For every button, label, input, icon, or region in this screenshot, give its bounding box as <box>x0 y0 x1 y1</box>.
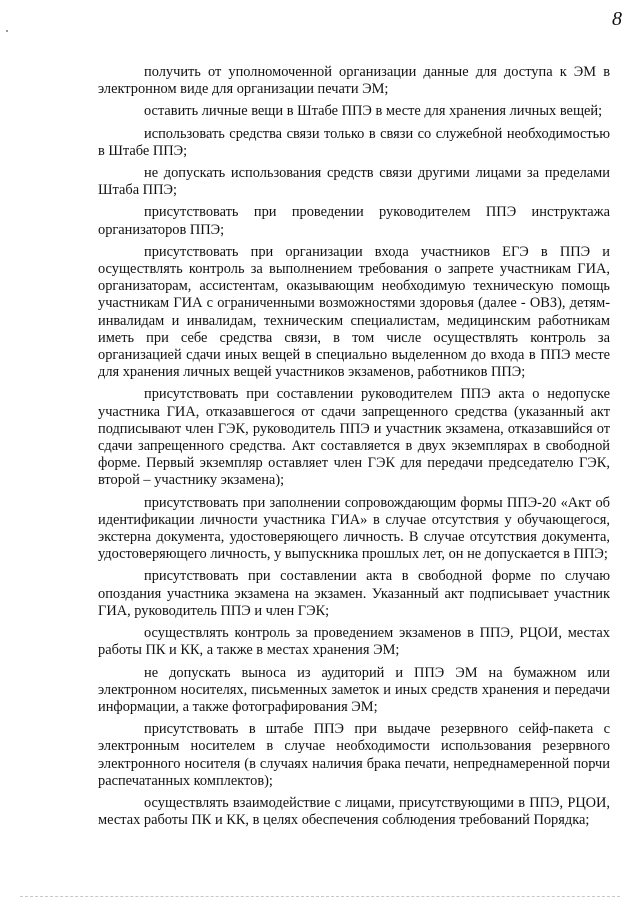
paragraph: осуществлять контроль за проведением экзаменов в ППЭ, РЦОИ, местах работы ПК и КК, а также в местах хранения ЭМ; <box>98 625 610 659</box>
paragraph: присутствовать при заполнении сопровождающим формы ППЭ-20 «Акт об идентификации личности участника ГИА» в случае отсутствия у обучающегося, экстерна документа, удостоверяющего личность. В случае отсутствия документа, удостоверяющего личность, у выпускника прошлых лет, он не допускается в ППЭ; <box>98 494 610 563</box>
paragraph: присутствовать при составлении акта в свободной форме по случаю опоздания участника экзамена на экзамен. Указанный акт подписывает участник ГИА, руководитель ППЭ и член ГЭК; <box>98 568 610 619</box>
paragraph: не допускать использования средств связи другими лицами за пределами Штаба ППЭ; <box>98 165 610 199</box>
document-body <box>98 64 610 834</box>
paragraph: использовать средства связи только в связи со служебной необходимостью в Штабе ППЭ; <box>98 125 610 159</box>
paragraph: присутствовать при составлении руководителем ППЭ акта о недопуске участника ГИА, отказавшегося от сдачи запрещенного средства (указанный акт подписывают член ГЭК, руководитель ППЭ и участник экзамена, отказавшийся от сдачи запрещенного средства. Акт составляется в двух экземплярах в свободной форме. Первый экземпляр оставляет член ГЭК для передачи председателю ГЭК, второй – участнику экзамена); <box>98 386 610 489</box>
paragraph: присутствовать при проведении руководителем ППЭ инструктажа организаторов ППЭ; <box>98 204 610 238</box>
paragraph: присутствовать в штабе ППЭ при выдаче резервного сейф-пакета с электронным носителем в случае необходимости использования резервного электронного носителя (в случаях наличия брака печати, непреднамеренной порчи распечатанных комплектов); <box>98 721 610 789</box>
paragraph: осуществлять взаимодействие с лицами, присутствующими в ППЭ, РЦОИ, местах работы ПК и КК, в целях обеспечения соблюдения требований Порядка; <box>98 794 610 829</box>
paragraph: получить от уполномоченной организации данные для доступа к ЭМ в электронном виде для организации печати ЭМ; <box>98 64 610 98</box>
scan-mark <box>6 30 8 32</box>
paragraph: присутствовать при организации входа участников ЕГЭ в ППЭ и осуществлять контроль за выполнением требования о запрете участникам ГИА, организаторам, ассистентам, оказывающим необходимую техническую помощь участникам ГИА с ограниченными возможностями здоровья (далее - ОВЗ), детям-инвалидам и инвалидам, техническим специалистам, медицинским работникам иметь при себе средства связи, в том числе осуществлять контроль за организацией сдачи иных вещей в специально выделенном до входа в ППЭ месте для хранения личных вещей участников экзаменов, работников ППЭ; <box>98 243 610 381</box>
paragraph: оставить личные вещи в Штабе ППЭ в месте для хранения личных вещей; <box>144 103 603 120</box>
scan-edge-noise <box>20 896 620 897</box>
paragraph: не допускать выноса из аудиторий и ППЭ ЭМ на бумажном или электронном носителях, письменных заметок и иных средств хранения и передачи информации, а также фотографирования ЭМ; <box>98 664 610 715</box>
page-number: 8 <box>612 8 622 30</box>
